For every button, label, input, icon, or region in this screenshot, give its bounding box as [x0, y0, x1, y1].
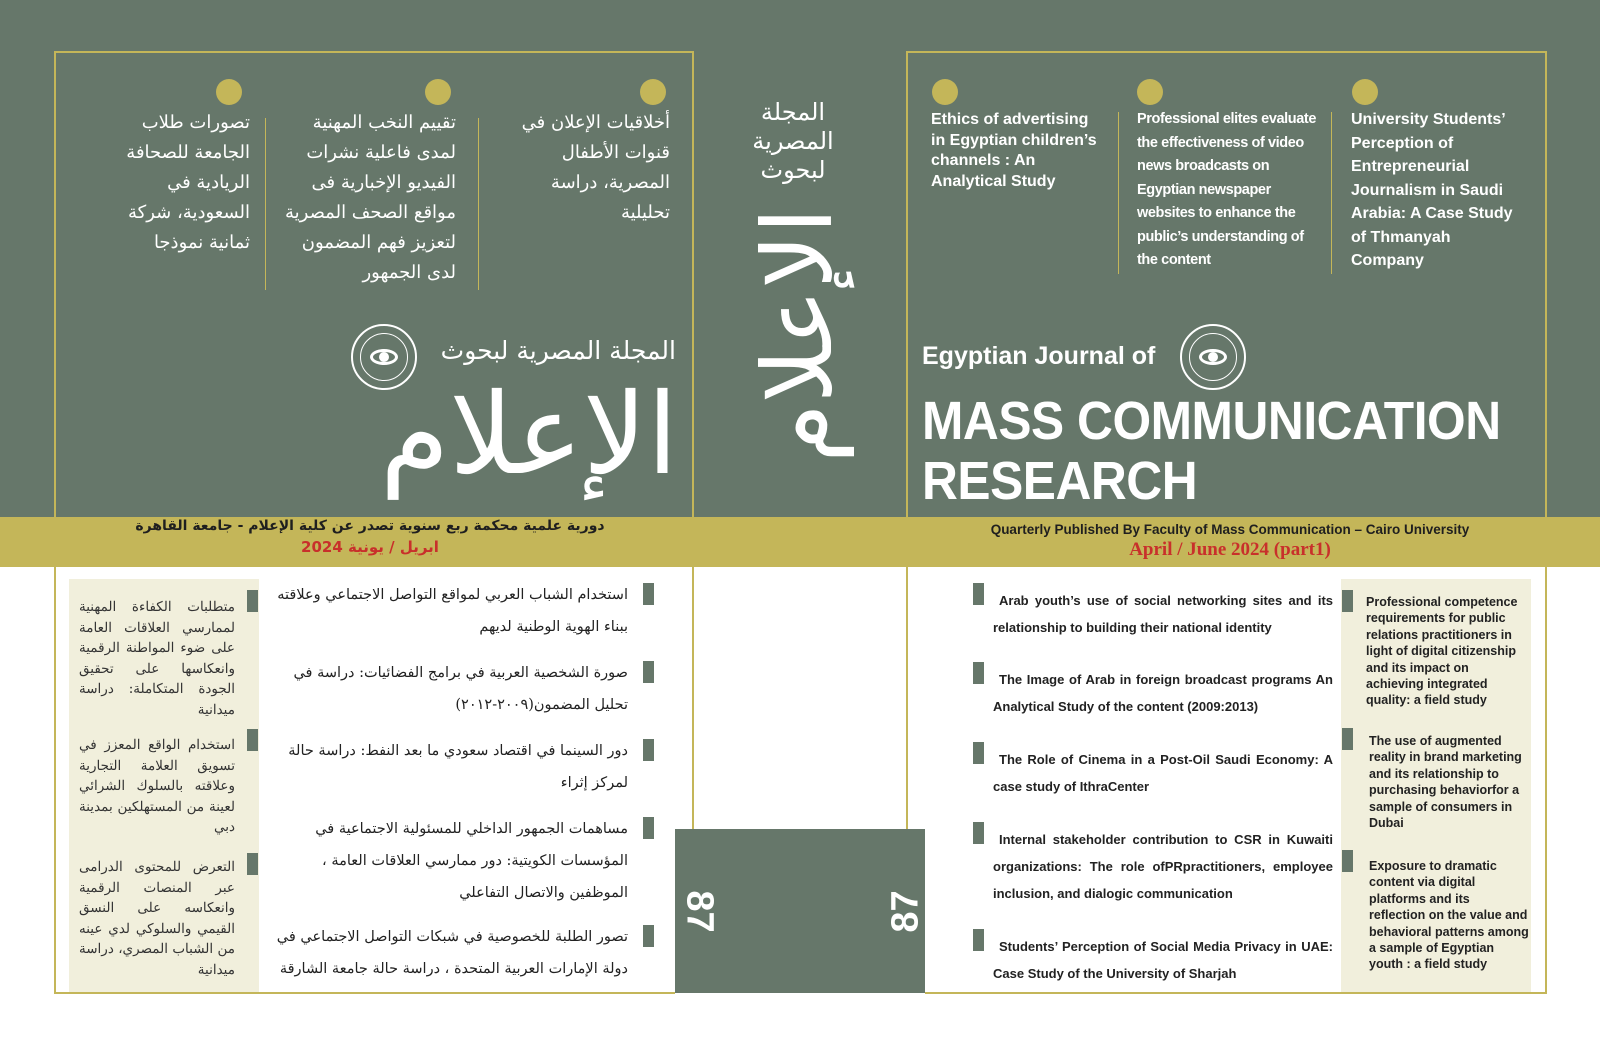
bullet-dot-icon	[216, 79, 242, 105]
toc-marker-icon	[973, 822, 984, 844]
volume-number: 87	[678, 890, 721, 933]
back-date-line: ابريل / يونية 2024	[301, 538, 439, 556]
volume-number: 87	[884, 890, 927, 933]
front-side-item: Professional competence requirements for public relations practitioners in light of digital citizenship and its impact on achieving integrated quality: a field study	[1366, 595, 1518, 708]
frame-line	[54, 992, 675, 994]
column-divider	[265, 118, 266, 290]
toc-marker-icon	[643, 925, 654, 947]
toc-marker-icon	[643, 817, 654, 839]
bullet-dot-icon	[1352, 79, 1378, 105]
toc-marker-icon	[643, 583, 654, 605]
front-journal-of: Egyptian Journal of	[922, 342, 1156, 370]
toc-marker-icon	[1342, 728, 1353, 750]
back-side-item: التعرض للمحتوى الدرامى عبر المنصات الرقمية وانعكاسه على النسق القيمي والسلوكي لدي عينه من الشباب المصري، دراسة ميدانية	[79, 859, 235, 978]
frame-line	[906, 51, 908, 517]
frame-line	[692, 51, 694, 517]
back-article-2: تقييم النخب المهنية لمدى فاعلية نشرات الفيديو الإخبارية فى مواقع الصحف المصرية لتعزيز فهم المضمون لدى الجمهور	[284, 112, 456, 283]
back-toc-item: مساهمات الجمهور الداخلي للمسئولية الاجتماعية في المؤسسات الكويتية: دور ممارسي العلاقات العامة ، الموظفين والاتصال التفاعلي	[315, 821, 628, 901]
front-article-1: Ethics of advertising in Egyptian children’s channels : An Analytical Study	[931, 111, 1097, 190]
back-toc-item: تصور الطلبة للخصوصية في شبكات التواصل الاجتماعي في دولة الإمارات العربية المتحدة ، دراسة حالة جامعة الشارقة	[276, 929, 628, 977]
bullet-dot-icon	[932, 79, 958, 105]
back-toc-item: استخدام الشباب العربي لمواقع التواصل الاجتماعي وعلاقته ببناء الهوية الوطنية لديهم	[277, 587, 628, 635]
back-masthead-title: الإعلام	[380, 370, 678, 500]
bullet-dot-icon	[1137, 79, 1163, 105]
toc-marker-icon	[643, 739, 654, 761]
back-side-item: استخدام الواقع المعزز في تسويق العلامة التجارية وعلاقته بالسلوك الشرائي لعينة من المستهلكين بمدينة دبي	[79, 737, 235, 835]
toc-marker-icon	[247, 853, 258, 875]
faculty-logo-icon	[1180, 324, 1246, 390]
toc-marker-icon	[247, 590, 258, 612]
frame-line	[692, 567, 694, 829]
frame-line	[54, 51, 56, 994]
frame-line	[54, 51, 693, 53]
back-masthead-subtitle: المجلة المصرية لبحوث	[440, 336, 676, 365]
front-side-item: The use of augmented reality in brand marketing and its relationship to purchasing behaviorfor a sample of consumers in Dubai	[1369, 734, 1522, 831]
front-article-2: Professional elites evaluate the effectiveness of video news broadcasts on Egyptian newspaper websites to enhance the public’s understanding of the content	[1137, 111, 1316, 268]
front-toc-item: The Role of Cinema in a Post-Oil Saudi Economy: A case study of IthraCenter	[993, 752, 1333, 794]
front-title-line-1: MASS COMMUNICATION	[922, 391, 1501, 451]
front-toc-item: Internal stakeholder contribution to CSR in Kuwaiti organizations: The role ofPRpractitioners, employee inclusion, and dialogic communication	[993, 832, 1333, 901]
front-title-line-2: RESEARCH	[922, 451, 1198, 511]
front-article-3: University Students’ Perception of Entrepreneurial Journalism in Saudi Arabia: A Case Study of Thmanyah Company	[1351, 111, 1513, 269]
toc-marker-icon	[1342, 850, 1353, 872]
back-article-3: تصورات طلاب الجامعة للصحافة الريادية في السعودية، شركة ثمانية نموذجا	[126, 112, 250, 253]
toc-marker-icon	[973, 662, 984, 684]
column-divider	[478, 118, 479, 290]
back-toc-item: صورة الشخصية العربية في برامج الفضائيات: دراسة في تحليل المضمون(٢٠٠٩-٢٠١٢)	[293, 665, 628, 713]
column-divider	[1118, 112, 1119, 274]
frame-line	[1545, 51, 1547, 994]
back-periodical-line: دورية علمية محكمة ربع سنوية تصدر عن كلية الإعلام - جامعة القاهرة	[135, 518, 605, 534]
bullet-dot-icon	[640, 79, 666, 105]
frame-line	[906, 51, 1547, 53]
front-date-line: April / June 2024 (part1)	[1129, 539, 1331, 560]
front-toc-item: The Image of Arab in foreign broadcast programs An Analytical Study of the content (2009:2013)	[993, 672, 1333, 714]
front-side-item: Exposure to dramatic content via digital platforms and its reflection on the value and behavioral patterns among a sample of Egyptian youth : a field study	[1369, 859, 1529, 972]
front-toc-item: Students’ Perception of Social Media Privacy in UAE: Case Study of the University of Sharjah	[993, 939, 1333, 981]
front-published-line: Quarterly Published By Faculty of Mass Communication – Cairo University	[990, 522, 1470, 537]
back-article-1: أخلاقيات الإعلان في قنوات الأطفال المصرية، دراسة تحليلية	[521, 112, 670, 223]
toc-marker-icon	[973, 583, 984, 605]
spine-subtitle: المجلة المصرية لبحوث	[752, 98, 834, 184]
toc-marker-icon	[247, 729, 258, 751]
front-toc-item: Arab youth’s use of social networking sites and its relationship to building their national identity	[993, 593, 1333, 635]
back-toc-item: دور السينما في اقتصاد سعودي ما بعد النفط: دراسة حالة لمركز إثراء	[288, 743, 628, 791]
toc-marker-icon	[1342, 590, 1353, 612]
spine-title: الإعلام	[742, 207, 854, 463]
toc-marker-icon	[643, 661, 654, 683]
column-divider	[1331, 112, 1332, 274]
bullet-dot-icon	[425, 79, 451, 105]
frame-line	[906, 567, 908, 829]
toc-marker-icon	[973, 742, 984, 764]
back-side-item: متطلبات الكفاءة المهنية لممارسي العلاقات العامة على ضوء المواطنة الرقمية وانعكاسها على تحقيق الجودة المتكاملة: دراسة ميدانية	[79, 599, 235, 718]
toc-marker-icon	[973, 929, 984, 951]
frame-line	[925, 992, 1547, 994]
